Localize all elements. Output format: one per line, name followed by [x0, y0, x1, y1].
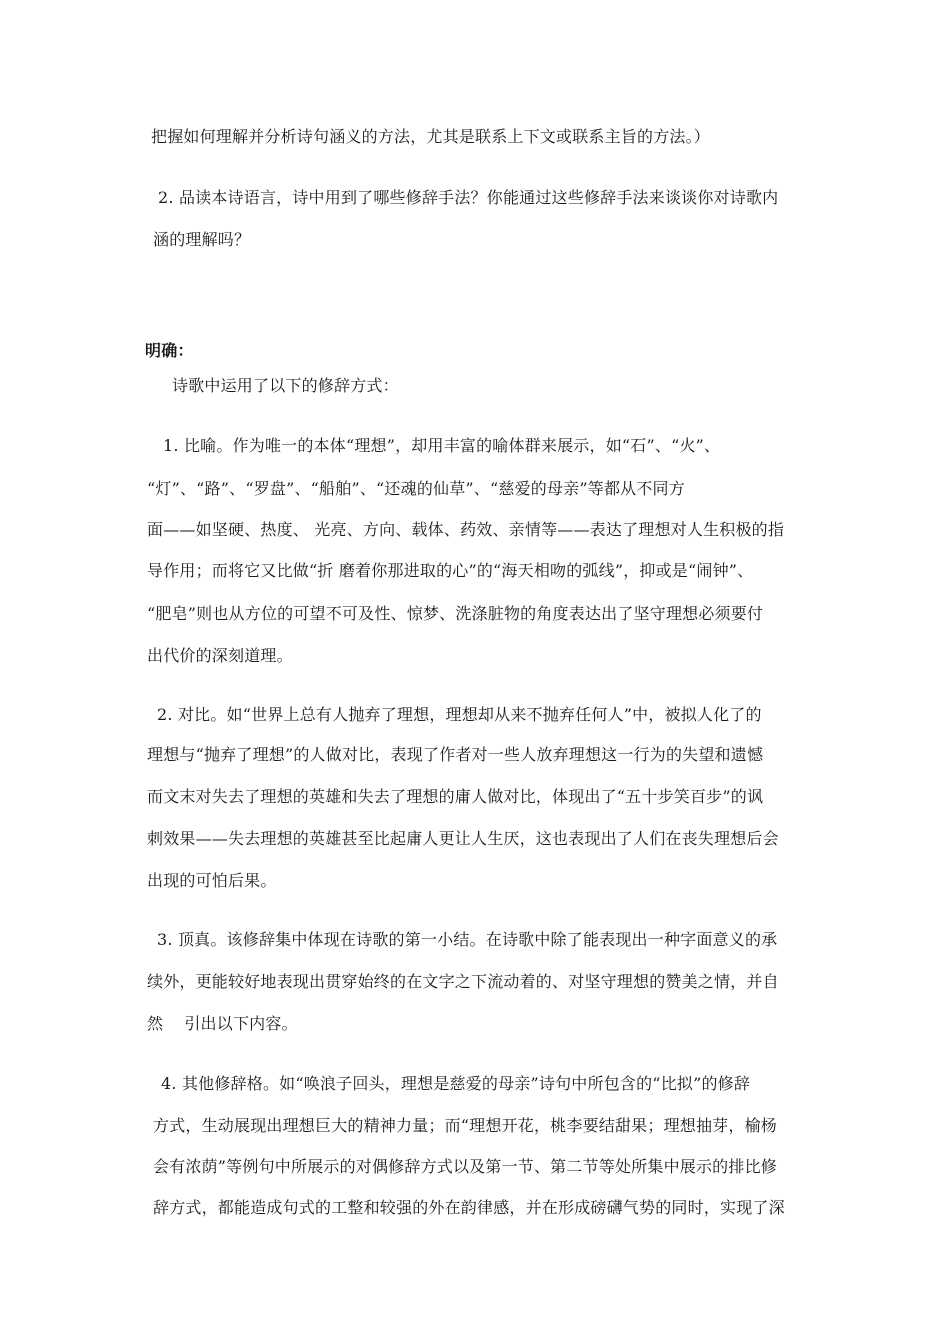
item-2-line-1: 2. 对比。如“世界上总有人抛弃了理想，理想却从来不抛弃任何人”中，被拟人化了的	[157, 705, 762, 724]
item-4-line-4: 辞方式，都能造成句式的工整和较强的外在韵律感，并在形成磅礴气势的同时，实现了深	[153, 1198, 785, 1217]
item-1-line-5: “肥皂”则也从方位的可望不可及性、惊梦、洗涤脏物的角度表达出了坚守理想必须要付	[147, 604, 764, 623]
question-2-line-2: 涵的理解吗？	[153, 230, 251, 249]
item-3-line-1: 3. 顶真。该修辞集中体现在诗歌的第一小结。在诗歌中除了能表现出一种字面意义的承	[157, 930, 778, 949]
item-4-line-3: 会有浓荫”等例句中所展示的对偶修辞方式以及第一节、第二节等处所集中展示的排比修	[153, 1157, 777, 1176]
answer-intro: 诗歌中运用了以下的修辞方式：	[172, 376, 399, 395]
item-2-line-2: 理想与“抛弃了理想”的人做对比，表现了作者对一些人放弃理想这一行为的失望和遗憾	[147, 745, 764, 764]
item-2-line-4: 刺效果——失去理想的英雄甚至比起庸人更让人生厌，这也表现出了人们在丧失理想后会	[147, 829, 779, 848]
item-4-line-2: 方式，生动展现出理想巨大的精神力量；而“理想开花，桃李要结甜果；理想抽芽，榆杨	[153, 1116, 777, 1135]
item-1-line-4: 导作用；而将它又比做“折 磨着你那进取的心”的“海天相吻的弧线”，抑或是“闹钟”、	[147, 561, 754, 580]
item-3-line-3: 然 引出以下内容。	[147, 1014, 298, 1033]
item-1-line-1: 1. 比喻。作为唯一的本体“理想”，却用丰富的喻体群来展示，如“石”、“火”、	[163, 436, 721, 455]
answer-heading: 明确：	[145, 341, 194, 360]
item-2-line-5: 出现的可怕后果。	[147, 871, 277, 890]
item-2-line-3: 而文末对失去了理想的英雄和失去了理想的庸人做对比，体现出了“五十步笑百步”的讽	[147, 787, 764, 806]
question-2-line-1: 2. 品读本诗语言，诗中用到了哪些修辞手法？你能通过这些修辞手法来谈谈你对诗歌内	[158, 188, 779, 207]
item-1-line-3: 面——如坚硬、热度、 光亮、方向、载体、药效、亲情等——表达了理想对人生积极的指	[147, 520, 785, 539]
item-1-line-6: 出代价的深刻道理。	[147, 646, 293, 665]
item-3-line-2: 续外，更能较好地表现出贯穿始终的在文字之下流动着的、对坚守理想的赞美之情，并自	[147, 972, 779, 991]
item-1-line-2: “灯”、“路”、“罗盘”、“船舶”、“还魂的仙草”、“慈爱的母亲”等都从不同方	[147, 479, 685, 498]
item-4-line-1: 4. 其他修辞格。如“唤浪子回头，理想是慈爱的母亲”诗句中所包含的“比拟”的修辞	[161, 1074, 751, 1093]
intro-line: 把握如何理解并分析诗句涵义的方法，尤其是联系上下文或联系主旨的方法。）	[151, 127, 711, 146]
